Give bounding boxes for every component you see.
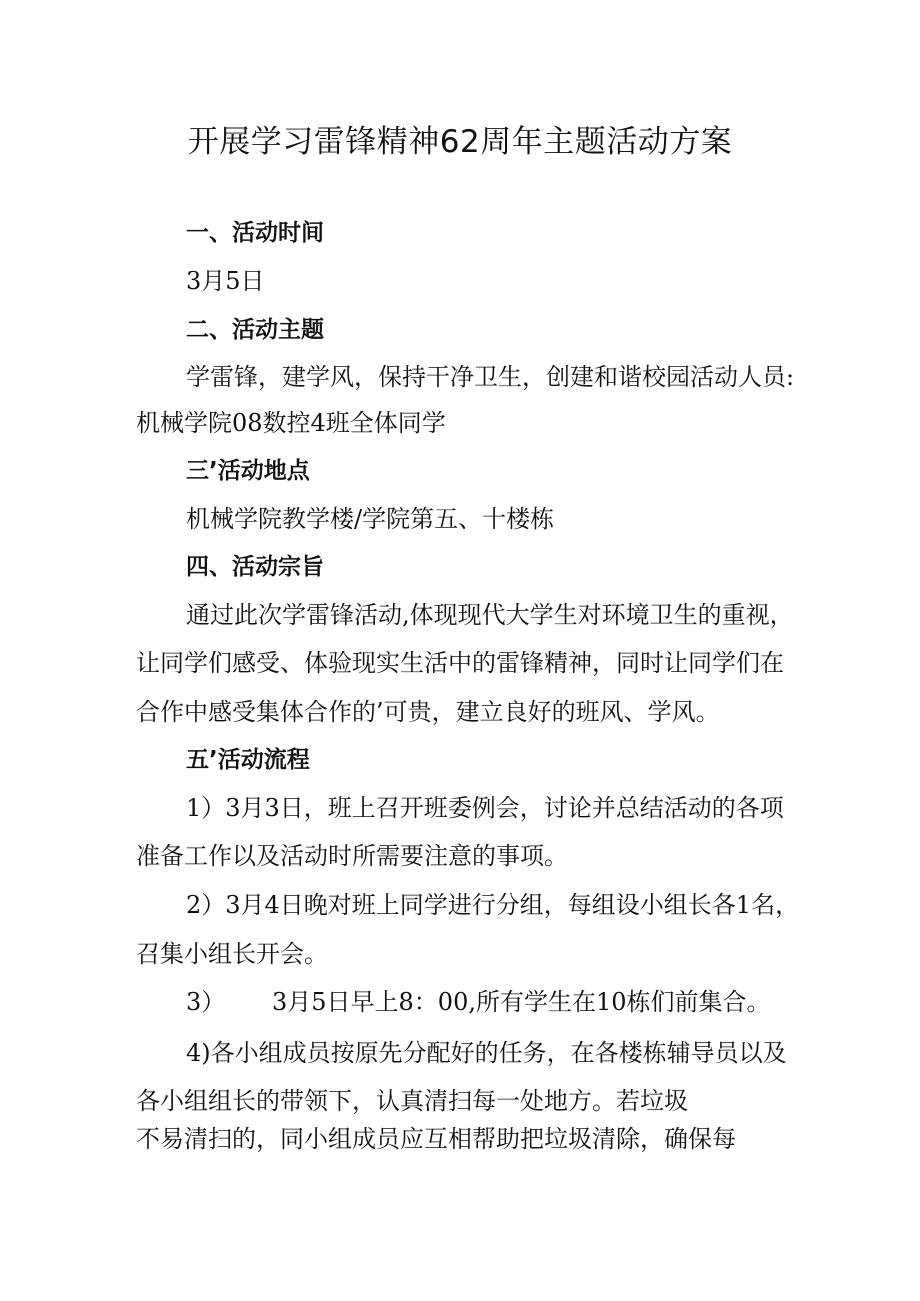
- section-heading-purpose: 四、活动宗旨: [186, 554, 324, 580]
- paragraph-line: 学雷锋，建学风，保持干净卫生，创建和谐校园活动人员:: [186, 363, 795, 391]
- section-heading-time: 一、活动时间: [186, 220, 324, 246]
- section-heading-theme: 二、活动主题: [186, 317, 324, 343]
- paragraph-line: 机械学院教学楼/学院第五、十楼栋: [186, 505, 555, 533]
- process-step-line: [186, 987, 771, 1017]
- step-number: 3）: [186, 988, 226, 1016]
- process-step-line: 召集小组长开会。: [136, 940, 328, 968]
- document-title: 开展学习雷锋精神62周年主题活动方案: [187, 124, 733, 160]
- section-heading-process: 五’活动流程: [186, 747, 310, 773]
- process-step-line: 准备工作以及活动时所需要注意的事项。: [136, 842, 568, 870]
- process-step-line: 不易清扫的，同小组成员应互相帮助把垃圾清除，确保每: [136, 1125, 736, 1153]
- process-step-line: 1）3月3日，班上召开班委例会，讨论并总结活动的各项: [186, 794, 784, 822]
- process-step-line: 2）3月4日晚对班上同学进行分组，每组设小组长各1名，: [186, 891, 800, 919]
- process-step-line: 4)各小组成员按原先分配好的任务，在各楼栋辅导员以及: [186, 1039, 787, 1067]
- process-step-line: 各小组组长的带领下，认真清扫每一处地方。若垃圾: [136, 1087, 688, 1115]
- paragraph-line: 通过此次学雷锋活动,体现现代大学生对环境卫生的重视，: [186, 601, 794, 629]
- paragraph-line: 机械学院08数控4班全体同学: [136, 409, 446, 437]
- step-text: 3月5日早上8：00,所有学生在10栋们前集合。: [272, 988, 771, 1016]
- paragraph-line: 合作中感受集体合作的’可贵，建立良好的班风、学风。: [136, 698, 720, 726]
- paragraph-line: 3月5日: [186, 267, 265, 295]
- section-heading-location: 三’活动地点: [186, 458, 310, 484]
- paragraph-line: 让同学们感受、体验现实生活中的雷锋精神，同时让同学们在: [136, 649, 784, 677]
